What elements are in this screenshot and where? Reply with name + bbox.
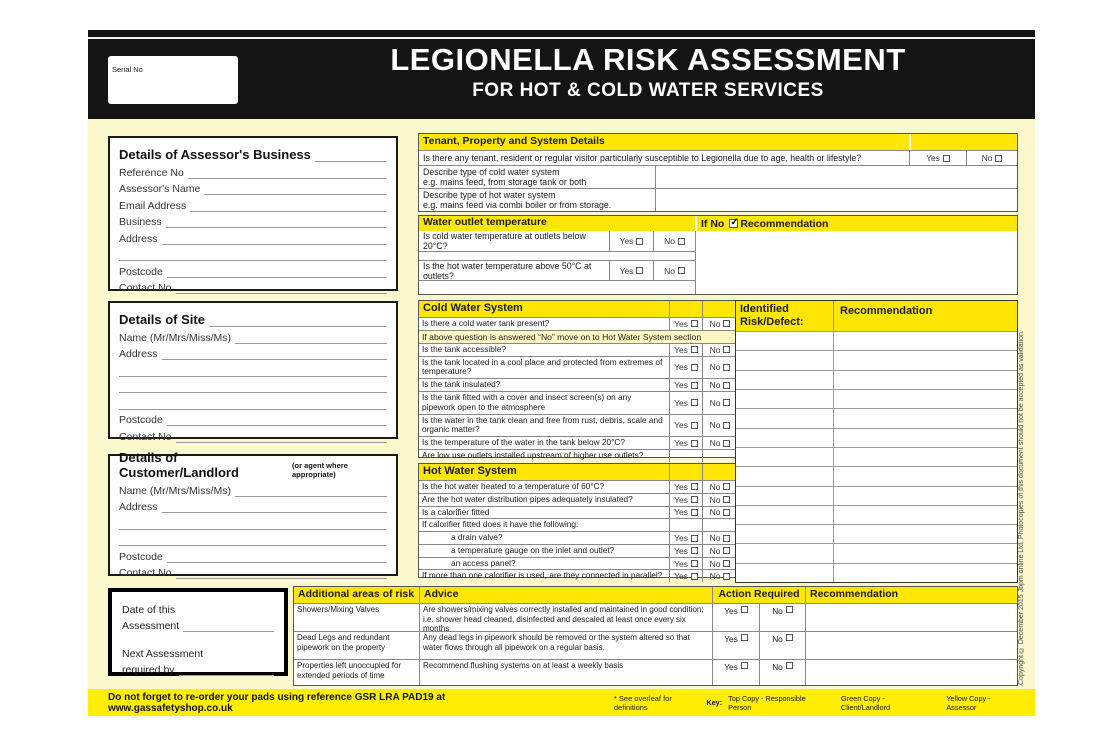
- answer-area[interactable]: [656, 166, 1017, 188]
- yes-checkbox[interactable]: Yes: [609, 261, 653, 280]
- question-row: [419, 414, 737, 437]
- recommendation-cell[interactable]: [834, 525, 1017, 543]
- field-label: Postcode: [119, 550, 163, 563]
- no-checkbox[interactable]: No: [702, 437, 737, 449]
- question-text: Is a calorifier fitted: [422, 506, 490, 517]
- checkbox-icon: [691, 399, 698, 406]
- cold-water-title: Cold Water System: [419, 301, 669, 317]
- question-row: [419, 449, 737, 462]
- question-text: Is the temperature of the water in the tank below 20°C?: [422, 437, 626, 448]
- risk-cell[interactable]: [736, 487, 834, 505]
- field-label: Name (Mr/Mrs/Miss/Ms): [119, 484, 231, 497]
- checkbox-icon: [723, 535, 730, 542]
- question-row: [419, 378, 737, 391]
- water-outlet-title: Water outlet temperature: [419, 216, 695, 231]
- footer-bar: [88, 689, 1035, 716]
- risk-cell[interactable]: [736, 429, 834, 447]
- recommendation-cell[interactable]: [834, 371, 1017, 389]
- question-text: an access panel?: [451, 557, 516, 568]
- question-text: Is the tank fitted with a cover and insect screen(s) on any pipework open to the atmosphere: [422, 392, 632, 412]
- checkbox-icon: [723, 382, 730, 389]
- advice-text: Any dead legs in pipework should be removed or the system altered so that water flows through all pipework on a regular basis.: [419, 632, 712, 659]
- checkbox-icon: [943, 155, 950, 162]
- copyright-text: Copyright © December 2015 Jbpm online Ltd. Photocopies of this document should not be accepted as validation.: [1018, 330, 1025, 685]
- checkbox-icon: [691, 422, 698, 429]
- no-checkbox[interactable]: No: [702, 357, 737, 379]
- tenant-header-right-cell: [911, 134, 1017, 150]
- checkbox-icon: [723, 547, 730, 554]
- hot-water-title: Hot Water System: [419, 464, 669, 480]
- next-assessment-line[interactable]: [179, 675, 274, 676]
- risk-cell[interactable]: [736, 544, 834, 562]
- email-address-line[interactable]: [190, 211, 387, 212]
- customer-panel-title: Details of Customer/Landlord: [119, 450, 239, 480]
- recommendation-cell[interactable]: [834, 544, 1017, 562]
- title-write-line[interactable]: [315, 161, 387, 162]
- date-label: Date of this: [122, 604, 176, 616]
- copy-key: [706, 694, 1021, 712]
- blank-line[interactable]: [119, 392, 387, 393]
- question-text: If more than one calorifier is used, are they connected in parallel?: [422, 570, 663, 581]
- customer-address-line[interactable]: [162, 512, 387, 513]
- field-label: Assessor's Name: [119, 183, 201, 195]
- site-address-line[interactable]: [162, 359, 387, 360]
- empty-cell: [669, 519, 702, 531]
- yes-checkbox[interactable]: Yes: [669, 570, 702, 582]
- question-text: Describe type of hot water system e.g. mains feed via combi boiler or from storage.: [419, 189, 656, 211]
- serial-number-box[interactable]: [108, 56, 238, 104]
- risk-row: [736, 563, 1017, 582]
- checkbox-icon: [691, 560, 698, 567]
- question-row: [419, 557, 737, 570]
- assessor-name-line[interactable]: [204, 194, 387, 195]
- assessor-business-panel: [108, 136, 398, 294]
- identified-risk-table: [735, 300, 1018, 583]
- risk-cell[interactable]: [736, 409, 834, 427]
- question-text: Is cold water temperature at outlets below 20°C?: [423, 231, 586, 251]
- key-yellow-copy: Yellow Copy - Assessor: [946, 693, 991, 712]
- checkbox-icon: [691, 573, 698, 580]
- advice-text: Are showers/mixing valves correctly installed and maintained in good condition; i.e. shower head cleaned, disinfected and descaled at least once every six months: [419, 604, 712, 631]
- question-text: Is there any tenant, resident or regular visitor particularly susceptible to Legionella due to age, health or lifestyle?: [423, 153, 862, 163]
- field-label: Address: [119, 501, 158, 513]
- cold-water-system-table: [418, 300, 738, 458]
- checkbox-icon: [678, 267, 685, 274]
- site-postcode-line[interactable]: [167, 425, 387, 426]
- checkbox-icon: [723, 364, 730, 371]
- checkbox-icon: [691, 346, 698, 353]
- question-text: If calorifier fitted does it have the following:: [422, 519, 579, 530]
- risk-cell[interactable]: [736, 332, 834, 350]
- hot-water-system-table: [418, 463, 738, 582]
- no-checkbox[interactable]: No: [702, 545, 737, 557]
- yes-checkbox[interactable]: Yes: [669, 532, 702, 544]
- yes-checkbox[interactable]: Yes: [669, 357, 702, 379]
- no-checkbox[interactable]: No: [702, 415, 737, 437]
- additional-areas-table: [293, 586, 1018, 686]
- risk-area-text: Properties left unoccupied for extended periods of time: [297, 661, 402, 680]
- blank-line[interactable]: [119, 260, 387, 261]
- checkbox-icon: [691, 509, 698, 516]
- checkbox-icon: [691, 382, 698, 389]
- checkbox-icon: [691, 547, 698, 554]
- empty-cell[interactable]: [669, 450, 702, 462]
- additional-areas-header: Additional areas of risk: [294, 587, 419, 603]
- question-row: [419, 480, 737, 493]
- customer-landlord-panel: [108, 450, 398, 579]
- checkbox-icon: [691, 320, 698, 327]
- yes-checkbox[interactable]: Yes: [669, 558, 702, 570]
- no-checkbox[interactable]: No: [702, 318, 737, 330]
- risk-row: [736, 389, 1017, 408]
- no-checkbox[interactable]: No: [653, 261, 695, 280]
- blank-line[interactable]: [119, 376, 387, 377]
- hot-water-describe-row: [419, 188, 1017, 211]
- contact-no-line[interactable]: [176, 293, 387, 294]
- cold-water-describe-row: [419, 165, 1017, 188]
- question-text: Are low use outlets installed upstream of higher use outlets?: [422, 449, 644, 460]
- key-label: Key:: [706, 698, 723, 707]
- field-label: Email Address: [119, 199, 187, 212]
- key-green-copy: Green Copy - Client/Landlord: [841, 693, 891, 712]
- advice-header: Advice: [419, 587, 712, 603]
- risk-cell[interactable]: [736, 371, 834, 389]
- site-contact-no-line[interactable]: [176, 442, 387, 443]
- overleaf-note: * See overleaf for definitions: [613, 693, 672, 712]
- checkbox-icon: [723, 509, 730, 516]
- assessment-date-box: [108, 588, 288, 676]
- hot-water-temp-row: [419, 260, 695, 281]
- risk-row: [736, 350, 1017, 369]
- address-line[interactable]: [162, 244, 387, 245]
- serial-label: Serial No: [112, 65, 143, 74]
- checkbox-icon: [723, 320, 730, 327]
- risk-row: [736, 370, 1017, 389]
- advice-text: Recommend flushing systems on at least a weekly basis: [419, 660, 712, 685]
- yes-checkbox[interactable]: Yes: [669, 415, 702, 437]
- checkbox-icon: [786, 606, 793, 613]
- yes-checkbox[interactable]: Yes: [712, 604, 759, 631]
- reference-no-line[interactable]: [188, 178, 387, 179]
- risk-area-text: Dead Legs and redundant pipework on the property: [297, 633, 390, 652]
- checkbox-icon: [723, 399, 730, 406]
- question-text: Is there a cold water tank present?: [422, 318, 550, 328]
- assessment-date-line[interactable]: [183, 631, 274, 632]
- recommendation-cell[interactable]: [805, 632, 1017, 659]
- recommendation-cell[interactable]: [805, 660, 1017, 685]
- no-checkbox[interactable]: No: [653, 231, 695, 251]
- yes-checkbox[interactable]: Yes: [669, 507, 702, 519]
- date-label: required by: [122, 664, 175, 676]
- checkbox-icon: [636, 238, 643, 245]
- question-row: [419, 544, 737, 557]
- checkbox-icon: [786, 662, 793, 669]
- field-label: Address: [119, 348, 158, 360]
- risk-cell[interactable]: [736, 448, 834, 466]
- checkbox-icon: [691, 535, 698, 542]
- recommendation-cell[interactable]: [834, 564, 1017, 582]
- yes-checkbox[interactable]: Yes: [669, 344, 702, 356]
- yes-checkbox[interactable]: Yes: [669, 437, 702, 449]
- assessor-panel-title: Details of Assessor's Business: [119, 147, 311, 162]
- question-row: [419, 506, 737, 519]
- customer-contact-no-line[interactable]: [176, 578, 387, 579]
- checkbox-icon: [723, 440, 730, 447]
- blank-line[interactable]: [119, 409, 387, 410]
- blank-line[interactable]: [119, 545, 387, 546]
- question-text: Is the tank accessible?: [422, 343, 506, 354]
- date-label: Next Assessment: [122, 648, 204, 660]
- yes-checkbox[interactable]: Yes: [909, 151, 966, 165]
- yes-checkbox[interactable]: Yes: [669, 545, 702, 557]
- question-text: Is the water in the tank clean and free from rust, debris, scale and organic matter?: [422, 414, 663, 435]
- checked-checkbox-icon: [729, 219, 738, 228]
- question-row: [419, 493, 737, 506]
- question-row: [419, 531, 737, 544]
- additional-risk-row: [294, 659, 1017, 685]
- no-checkbox[interactable]: No: [702, 392, 737, 414]
- question-text: Is the hot water temperature above 50°C at outlets?: [423, 260, 592, 281]
- no-checkbox[interactable]: No: [702, 558, 737, 570]
- question-text: Is the tank insulated?: [422, 379, 501, 390]
- no-checkbox[interactable]: No: [702, 494, 737, 506]
- key-top-copy: Top Copy - Responsible Person: [728, 693, 806, 712]
- site-details-panel: [108, 301, 398, 443]
- recommendation-header: Recommendation: [840, 305, 933, 317]
- yes-checkbox[interactable]: Yes: [669, 494, 702, 506]
- if-no-recommendation-header: If No ✓ Recommendation: [697, 216, 1017, 231]
- question-row: [419, 391, 737, 414]
- risk-cell[interactable]: [736, 525, 834, 543]
- customer-postcode-line[interactable]: [167, 562, 387, 563]
- checkbox-icon: [741, 662, 748, 669]
- yes-checkbox[interactable]: Yes: [669, 379, 702, 391]
- header-top-line: [88, 37, 1035, 39]
- field-label: Contact No: [119, 430, 172, 443]
- skip-note-row: [419, 330, 737, 343]
- risk-row: [736, 428, 1017, 447]
- risk-cell[interactable]: [736, 390, 834, 408]
- recommendation-cell[interactable]: [805, 604, 1017, 631]
- question-row: [419, 317, 737, 330]
- risk-row: [736, 331, 1017, 350]
- risk-row: [736, 466, 1017, 485]
- risk-row: [736, 408, 1017, 427]
- site-panel-title: Details of Site: [119, 312, 205, 327]
- additional-risk-row: [294, 603, 1017, 634]
- customer-panel-subtitle: (or agent where appropriate): [292, 461, 348, 479]
- water-questions: [419, 231, 695, 294]
- header-titles: [318, 44, 978, 102]
- date-label: Assessment: [122, 620, 180, 632]
- question-row: [419, 343, 737, 356]
- checkbox-icon: [741, 606, 748, 613]
- risk-row: [736, 486, 1017, 505]
- recommendation-cell[interactable]: [834, 351, 1017, 369]
- checkbox-icon: [678, 238, 685, 245]
- no-checkbox[interactable]: No: [966, 151, 1017, 165]
- checkbox-icon: [723, 496, 730, 503]
- risk-row: [736, 505, 1017, 524]
- field-label: Contact No: [119, 567, 172, 579]
- site-name-line[interactable]: [235, 343, 387, 344]
- field-label: Postcode: [119, 265, 163, 278]
- checkbox-icon: [691, 483, 698, 490]
- tenant-property-system-table: [418, 133, 1018, 212]
- no-checkbox[interactable]: No: [702, 507, 737, 519]
- risk-row: [736, 447, 1017, 466]
- question-row: [419, 436, 737, 449]
- question-text: Are the hot water distribution pipes adequately insulated?: [422, 493, 633, 504]
- answer-area[interactable]: [656, 189, 1017, 211]
- no-checkbox[interactable]: No: [702, 481, 737, 493]
- form-sheet: [88, 30, 1035, 716]
- checkbox-icon: [723, 560, 730, 567]
- risk-row: [736, 543, 1017, 562]
- risk-cell[interactable]: [736, 506, 834, 524]
- recommendation-cell[interactable]: [834, 506, 1017, 524]
- checkbox-icon: [691, 364, 698, 371]
- checkbox-icon: [786, 634, 793, 641]
- no-checkbox[interactable]: No: [759, 632, 805, 659]
- yes-checkbox[interactable]: Yes: [609, 231, 653, 251]
- checkbox-icon: [691, 496, 698, 503]
- form-title: LEGIONELLA RISK ASSESSMENT: [390, 42, 906, 77]
- cold-water-temp-row: [419, 231, 695, 252]
- checkbox-icon: [723, 573, 730, 580]
- note-text: If above question is answered “No” move on to Hot Water System section: [422, 331, 702, 342]
- question-text: Is the tank located in a cool place and protected from extremes of temperature?: [422, 356, 663, 377]
- risk-defect-header: Identified Risk/Defect:: [736, 301, 834, 331]
- checkbox-icon: [723, 422, 730, 429]
- risk-cell[interactable]: [736, 351, 834, 369]
- postcode-line[interactable]: [167, 277, 387, 278]
- question-row: [419, 569, 737, 582]
- field-label: Reference No: [119, 166, 184, 179]
- checkbox-icon: [723, 346, 730, 353]
- no-checkbox[interactable]: No: [702, 532, 737, 544]
- yes-checkbox[interactable]: Yes: [712, 632, 759, 659]
- yes-checkbox[interactable]: Yes: [669, 392, 702, 414]
- reorder-text: Do not forget to re-order your pads using reference GSR LRA PAD19 at www.gassafetyshop.co.uk: [108, 691, 446, 714]
- empty-cell: [702, 519, 737, 531]
- action-required-header: Action Required: [712, 587, 805, 603]
- field-label: Address: [119, 232, 158, 245]
- form-subtitle: FOR HOT & COLD WATER SERVICES: [472, 79, 824, 101]
- checkbox-icon: [741, 634, 748, 641]
- question-text: a temperature gauge on the inlet and outlet?: [451, 544, 615, 555]
- risk-cell[interactable]: [736, 467, 834, 485]
- no-checkbox[interactable]: No: [702, 344, 737, 356]
- question-row: [419, 518, 737, 531]
- field-label: Postcode: [119, 414, 163, 426]
- checkbox-icon: [723, 483, 730, 490]
- risk-rows: [736, 331, 1017, 582]
- field-label: Contact No: [119, 282, 172, 294]
- form-header: [88, 30, 1035, 119]
- no-checkbox[interactable]: No: [759, 660, 805, 685]
- water-outlet-temperature-table: [418, 215, 1018, 295]
- recommendation-header: Recommendation: [805, 587, 1017, 603]
- yes-checkbox[interactable]: Yes: [669, 318, 702, 330]
- recommendation-area[interactable]: [695, 231, 1017, 294]
- checkbox-icon: [691, 440, 698, 447]
- no-checkbox[interactable]: No: [702, 570, 737, 582]
- recommendation-cell[interactable]: [834, 409, 1017, 427]
- tenant-section-title: Tenant, Property and System Details: [419, 134, 909, 150]
- title-write-line[interactable]: [209, 326, 387, 327]
- yes-checkbox[interactable]: Yes: [669, 481, 702, 493]
- question-text: Describe type of cold water system e.g. mains feed, from storage tank or both: [419, 166, 656, 188]
- checkbox-icon: [995, 155, 1002, 162]
- recommendation-cell[interactable]: [834, 332, 1017, 350]
- question-row: [419, 356, 737, 379]
- additional-risk-row: [294, 631, 1017, 659]
- recommendation-cell[interactable]: [834, 448, 1017, 466]
- risk-area-text: Showers/Mixing Valves: [297, 605, 380, 614]
- recommendation-cell[interactable]: [834, 467, 1017, 485]
- tenant-question-row: [419, 150, 1017, 165]
- field-label: Name (Mr/Mrs/Miss/Ms): [119, 331, 231, 344]
- recommendation-cell[interactable]: [834, 429, 1017, 447]
- business-line[interactable]: [166, 227, 387, 228]
- recommendation-cell[interactable]: [834, 487, 1017, 505]
- field-label: Business: [119, 216, 162, 228]
- blank-line[interactable]: [119, 529, 387, 530]
- checkbox-icon: [636, 267, 643, 274]
- empty-cell[interactable]: [702, 450, 737, 462]
- question-text: a drain valve?: [451, 532, 503, 543]
- risk-row: [736, 524, 1017, 543]
- recommendation-cell[interactable]: [834, 390, 1017, 408]
- yes-checkbox[interactable]: Yes: [712, 660, 759, 685]
- risk-cell[interactable]: [736, 564, 834, 582]
- question-text: Is the hot water heated to a temperature of 60°C?: [422, 481, 605, 491]
- no-checkbox[interactable]: No: [702, 379, 737, 391]
- customer-name-line[interactable]: [235, 496, 387, 497]
- no-checkbox[interactable]: No: [759, 604, 805, 631]
